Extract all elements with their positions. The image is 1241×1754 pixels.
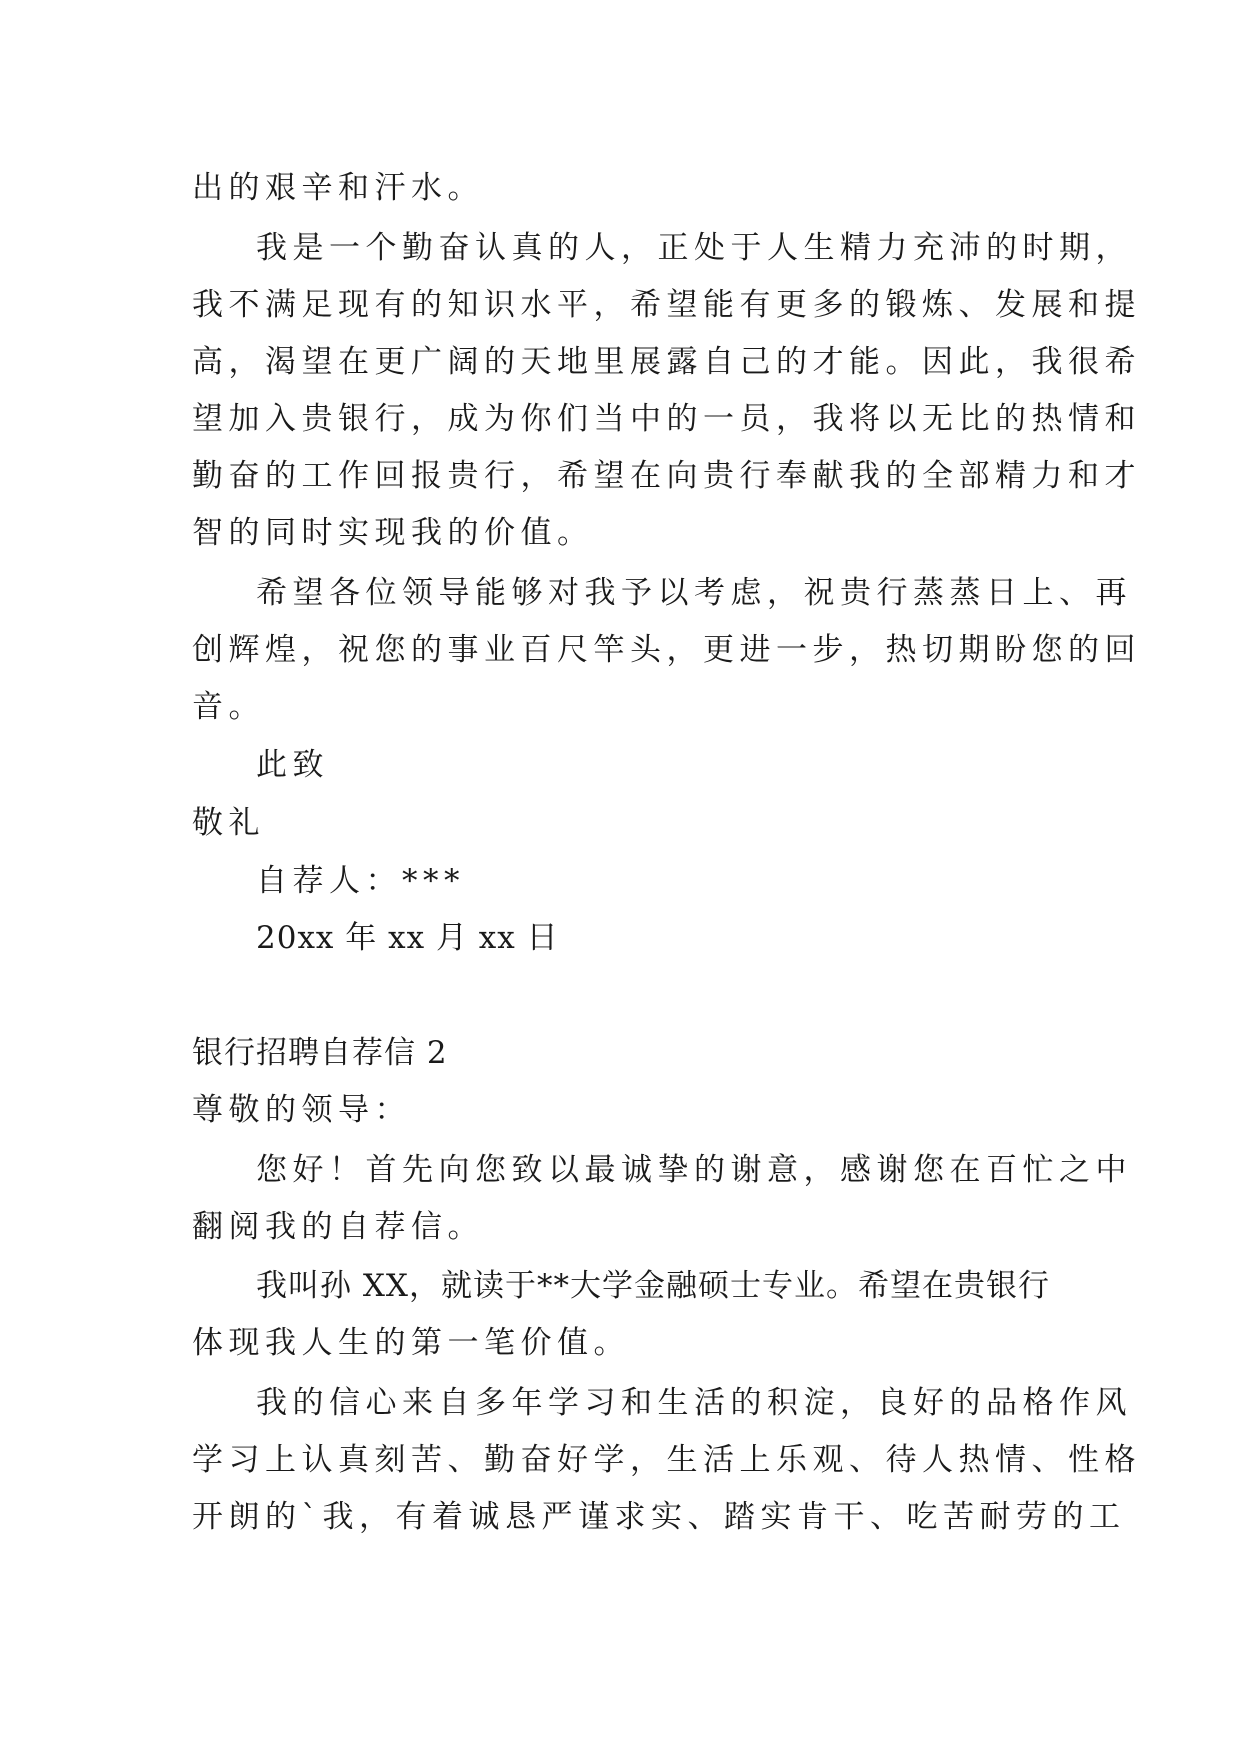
signature-line: 自荐人：*** — [256, 863, 465, 899]
text-line: 创辉煌，祝您的事业百尺竿头，更进一步，热切期盼您的回 — [192, 632, 1141, 668]
date-line: 20xx 年 xx 月 xx 日 — [256, 920, 559, 956]
text-line: 翻阅我的自荐信。 — [192, 1209, 484, 1245]
text-line: 体现我人生的第一笔价值。 — [192, 1325, 630, 1361]
text-line: 望加入贵银行，成为你们当中的一员，我将以无比的热情和 — [192, 401, 1141, 437]
text-line: 学习上认真刻苦、勤奋好学，生活上乐观、待人热情、性格 — [192, 1442, 1141, 1478]
greeting-line: 尊敬的领导： — [192, 1092, 411, 1128]
text-line: 您好！首先向您致以最诚挚的谢意，感谢您在百忙之中 — [256, 1152, 1132, 1188]
text-line: 我叫孙 XX，就读于**大学金融硕士专业。希望在贵银行 — [256, 1268, 1050, 1304]
text-line: 我不满足现有的知识水平，希望能有更多的锻炼、发展和提 — [192, 287, 1141, 323]
text-line: 希望各位领导能够对我予以考虑，祝贵行蒸蒸日上、再 — [256, 575, 1132, 611]
text-line: 高，渴望在更广阔的天地里展露自己的才能。因此，我很希 — [192, 344, 1141, 380]
text-line: 出的艰辛和汗水。 — [192, 170, 484, 206]
text-line: 勤奋的工作回报贵行，希望在向贵行奉献我的全部精力和才 — [192, 458, 1141, 494]
text-line: 智的同时实现我的价值。 — [192, 515, 594, 551]
section-title: 银行招聘自荐信 2 — [192, 1035, 448, 1071]
text-line: 我是一个勤奋认真的人，正处于人生精力充沛的时期， — [256, 230, 1132, 266]
text-line: 我的信心来自多年学习和生活的积淀，良好的品格作风 — [256, 1385, 1132, 1421]
text-line: 音。 — [192, 689, 265, 725]
salutation-closing: 敬礼 — [192, 805, 265, 841]
closing-phrase: 此致 — [256, 747, 329, 783]
text-line: 开朗的`我，有着诚恳严谨求实、踏实肯干、吃苦耐劳的工 — [192, 1499, 1126, 1535]
